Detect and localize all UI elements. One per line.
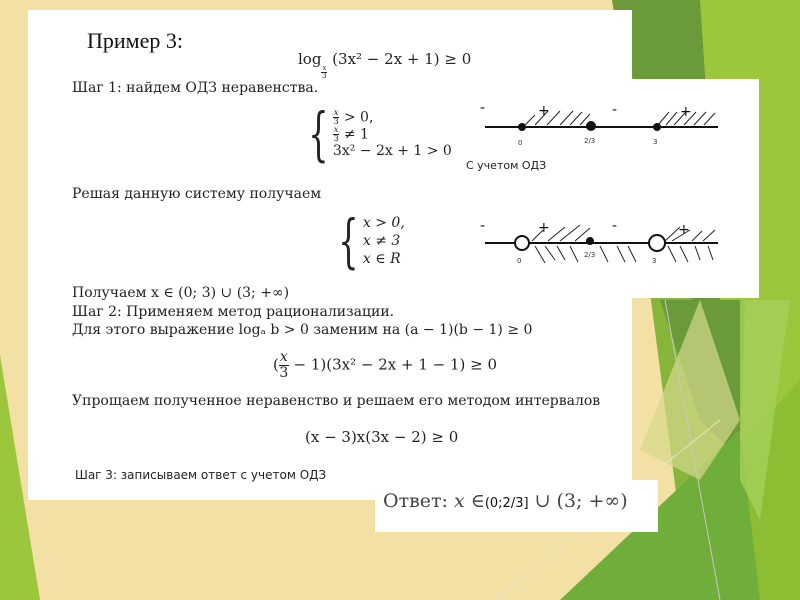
log-base-den: 3	[322, 72, 327, 80]
solved-line-2: x ≠ 3	[362, 233, 401, 249]
step2-rule: Для этого выражение logₐ b > 0 заменим на (a − 1)(b − 1) ≥ 0	[72, 322, 533, 338]
answer-line	[383, 490, 628, 512]
result-text: Получаем x ∈ (0; 3) ∪ (3; +∞)	[72, 285, 290, 301]
open-point-3	[649, 235, 665, 251]
sign-plus: +	[538, 220, 550, 236]
label-2-3: 2/3	[584, 251, 596, 259]
label-0: 0	[518, 139, 523, 147]
number-line-1	[460, 95, 759, 155]
number-line-2	[460, 210, 759, 270]
answer-var: x ∈	[454, 490, 485, 512]
label-3: 3	[652, 257, 657, 265]
point-2-3	[586, 237, 594, 245]
sign-minus: -	[612, 102, 618, 118]
sign-plus: +	[538, 103, 550, 119]
fraction-x-over-3: $\frac{x}{3}$	[279, 349, 289, 381]
brace-icon: {	[308, 100, 329, 168]
log-base	[321, 65, 327, 80]
log-argument: (3x² − 2x + 1) ≥ 0	[332, 50, 472, 68]
odz-system	[300, 100, 452, 168]
solved-system	[330, 207, 405, 275]
log-base-num: x	[322, 64, 327, 72]
step3-heading: Шаг 3: записываем ответ с учетом ОДЗ	[75, 468, 327, 482]
open-point-0	[515, 236, 529, 250]
answer-part2: ∪ (3; +∞)	[534, 490, 628, 512]
point-0	[518, 123, 526, 131]
answer-label: Ответ:	[383, 490, 448, 512]
point-2-3	[586, 121, 596, 131]
sign-minus: -	[612, 218, 618, 234]
odz-caption: С учетом ОДЗ	[466, 159, 547, 172]
slide-title: Пример 3:	[87, 28, 183, 53]
system-line-3: 3x² − 2x + 1 > 0	[332, 143, 452, 159]
sign-plus: +	[678, 222, 690, 238]
point-3	[653, 123, 661, 131]
brace-icon: {	[338, 207, 359, 275]
solved-line-3: x ∈ R	[362, 251, 401, 267]
answer-part1: (0;2/3]	[484, 496, 529, 511]
label-3: 3	[653, 138, 658, 146]
step2-heading: Шаг 2: Применяем метод рационализации.	[72, 304, 395, 320]
sign-plus: +	[680, 104, 692, 120]
simplify-text: Упрощаем полученное неравенство и решаем его методом интервалов	[72, 393, 601, 409]
step1-heading: Шаг 1: найдем ОДЗ неравенства.	[72, 80, 319, 96]
sign-minus: -	[480, 218, 486, 234]
label-2-3: 2/3	[584, 137, 596, 145]
system-line-2: $\frac{x}{3}$ ≠ 1	[333, 125, 369, 143]
rationalized-inequality: ( $\frac{x}{3}$ − 1)(3x² − 2x + 1 − 1) ≥ 0	[273, 349, 498, 381]
sign-minus: -	[480, 100, 486, 116]
problem-equation	[298, 50, 471, 80]
simplified-inequality: (x − 3)x(3x − 2) ≥ 0	[305, 428, 459, 446]
solve-text: Решая данную систему получаем	[72, 186, 322, 202]
label-0: 0	[517, 257, 522, 265]
log-prefix: log	[298, 50, 322, 68]
solved-line-1: x > 0,	[362, 215, 405, 231]
system-line-1: $\frac{x}{3}$ > 0,	[333, 108, 374, 126]
